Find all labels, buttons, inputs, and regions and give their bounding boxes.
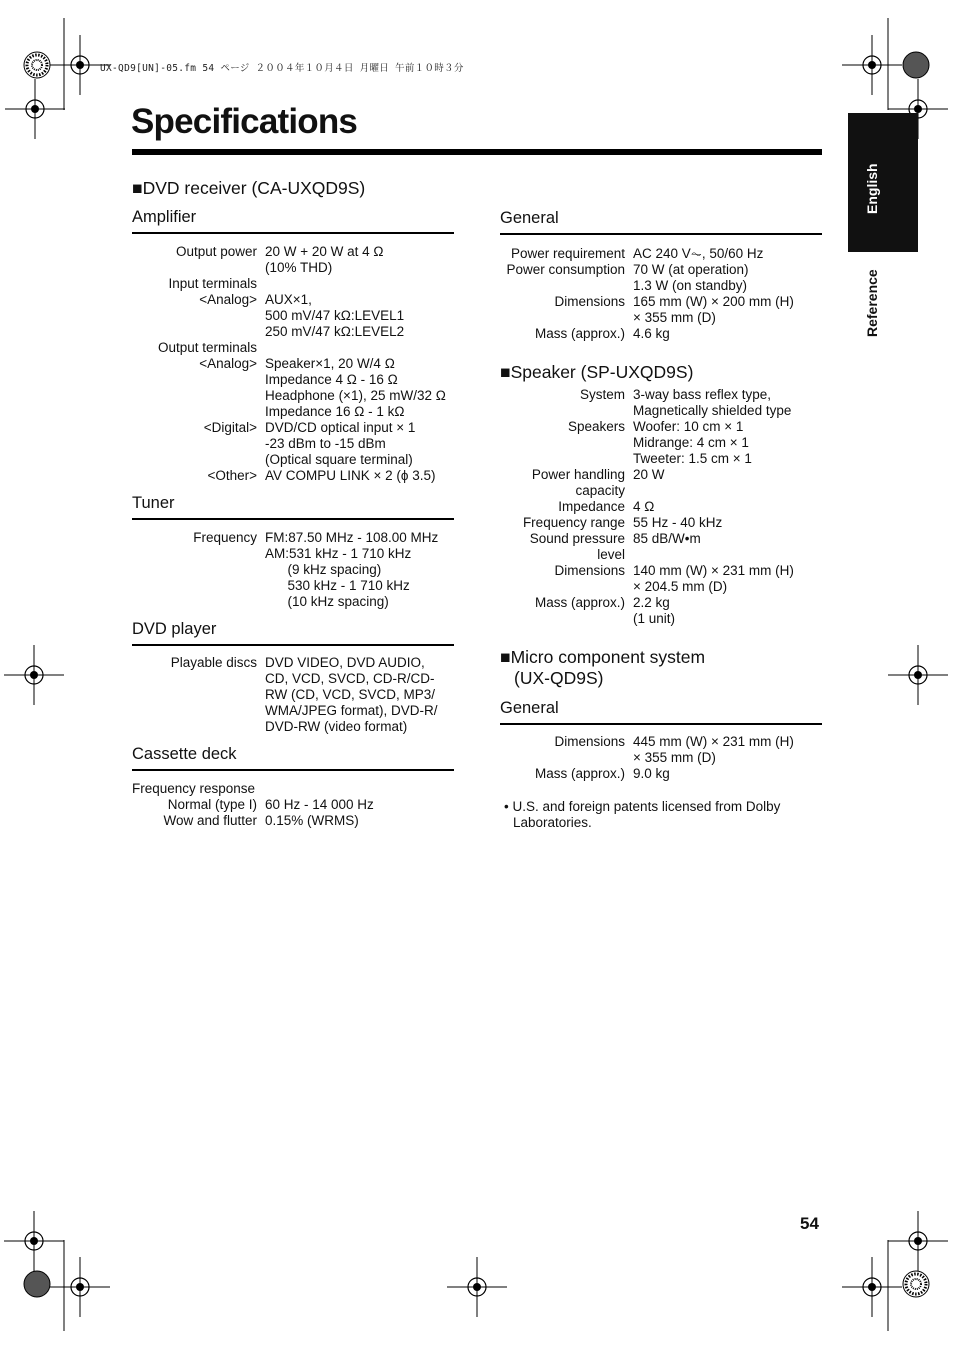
spec-value: 9.0 kg [633,766,670,781]
spec-label: Sound pressure [529,531,625,546]
spec-value: 3-way bass reflex type, [633,387,772,402]
crosshair-mark [842,35,902,95]
spec-label: Dimensions [554,294,625,309]
spec-value: AV COMPU LINK × 2 (ϕ 3.5) [265,468,436,483]
spec-label: level [597,547,625,562]
spec-label: Dimensions [554,563,625,578]
crosshair-mark [4,1211,64,1271]
dolby-note-line1: • U.S. and foreign patents licensed from Dolby [504,799,781,814]
spec-value: (9 kHz spacing) [265,562,382,577]
title-rule [132,149,822,155]
section-title-micro-system: ■Micro component system [500,647,706,667]
crosshair-mark [888,1211,948,1271]
spec-value: 55 Hz - 40 kHz [633,515,723,530]
spec-value: 250 mV/47 kΩ:LEVEL2 [265,324,405,339]
spec-value: AC 240 V⏦, 50/60 Hz [633,246,764,261]
spec-value: 4.6 kg [633,326,670,341]
rule [132,232,454,234]
section-title-micro-model: (UX-QD9S) [514,668,604,688]
spec-value: Impedance 4 Ω - 16 Ω [265,372,398,387]
spec-value: Woofer: 10 cm × 1 [633,419,744,434]
heading-cassette-deck: Cassette deck [132,745,237,763]
spec-value: AM:531 kHz - 1 710 kHz [265,546,412,561]
section-title-speaker: ■Speaker (SP-UXQD9S) [500,362,694,382]
spec-value: FM:87.50 MHz - 108.00 MHz [265,530,439,545]
rule [500,723,822,725]
heading-general-micro: General [500,699,559,717]
page-number: 54 [800,1214,819,1233]
heading-amplifier: Amplifier [132,208,197,226]
spec-label: Power handling [531,467,625,482]
spec-value: DVD VIDEO, DVD AUDIO, [265,655,425,670]
spec-value: (10 kHz spacing) [265,594,389,609]
spec-value: 0.15% (WRMS) [265,813,359,828]
spec-value: × 355 mm (D) [633,310,716,325]
spec-label: Dimensions [554,734,625,749]
spec-value: Speaker×1, 20 W/4 Ω [265,356,395,371]
spec-label: <Analog> [199,292,257,307]
spec-label: Output power [175,244,257,259]
spec-value: DVD-RW (video format) [265,719,408,734]
spec-value: (Optical square terminal) [265,452,413,467]
crosshair-mark [842,1257,902,1317]
spec-label: <Digital> [203,420,257,435]
spec-value: 2.2 kg [633,595,670,610]
spec-value: 4 Ω [633,499,655,514]
heading-tuner: Tuner [132,494,175,512]
spec-value: -23 dBm to -15 dBm [265,436,386,451]
spec-label: Normal (type I) [167,797,257,812]
heading-dvd-player: DVD player [132,620,217,638]
frequency-response-label: Frequency response [132,781,256,796]
spec-label: Power consumption [506,262,625,277]
spec-label: Input terminals [168,276,257,291]
spec-label: Impedance [558,499,625,514]
spec-value: 530 kHz - 1 710 kHz [265,578,410,593]
spec-value: 500 mV/47 kΩ:LEVEL1 [265,308,405,323]
spec-label: <Analog> [199,356,257,371]
spec-value: Tweeter: 1.5 cm × 1 [633,451,752,466]
spec-value: 140 mm (W) × 231 mm (H) [633,563,794,578]
rule [500,233,822,235]
spec-value: 20 W [633,467,665,482]
dolby-note-line2: Laboratories. [513,815,592,830]
rule [132,644,454,646]
crosshair-mark [888,645,948,705]
spec-value: (1 unit) [633,611,676,626]
spec-label: Mass (approx.) [534,766,625,781]
spec-value: Impedance 16 Ω - 1 kΩ [265,404,405,419]
heading-general: General [500,209,559,227]
spec-label: Mass (approx.) [534,326,625,341]
spec-label: Frequency range [522,515,625,530]
crosshair-mark [4,645,64,705]
spec-value: (10% THD) [265,260,333,275]
spec-value: 165 mm (W) × 200 mm (H) [633,294,794,309]
page-title: Specifications [131,102,358,141]
spec-label: <Other> [207,468,257,483]
spec-label: Output terminals [157,340,257,355]
spec-value: 70 W (at operation) [633,262,749,277]
crosshair-mark [447,1257,507,1317]
spec-value: WMA/JPEG format), DVD-R/ [265,703,438,718]
language-tab [848,113,918,252]
spec-value: Magnetically shielded type [633,403,792,418]
crosshair-mark [5,79,65,139]
spec-label: Wow and flutter [163,813,257,828]
spec-label: Power requirement [510,246,625,261]
spec-value: Midrange: 4 cm × 1 [633,435,749,450]
spec-label: Frequency [193,530,257,545]
spec-value: DVD/CD optical input × 1 [265,420,416,435]
spec-label: Speakers [567,419,625,434]
spec-value: 85 dB/W•m [633,531,701,546]
spec-value: 20 W + 20 W at 4 Ω [265,244,384,259]
spec-value: RW (CD, VCD, SVCD, MP3/ [265,687,436,702]
spec-label: Playable discs [170,655,257,670]
crosshair-mark [50,1257,110,1317]
spec-value: Headphone (×1), 25 mW/32 Ω [265,388,446,403]
spec-value: × 355 mm (D) [633,750,716,765]
spec-value: 1.3 W (on standby) [633,278,748,293]
section-title-dvd-receiver: ■DVD receiver (CA-UXQD9S) [132,178,366,198]
spec-value: 60 Hz - 14 000 Hz [265,797,374,812]
spec-value: 445 mm (W) × 231 mm (H) [633,734,794,749]
rosette-mark [903,1271,929,1297]
spec-value: CD, VCD, SVCD, CD-R/CD- [265,671,435,686]
dot-mark [903,52,929,78]
spec-label: System [579,387,625,402]
dot-mark [24,1271,50,1297]
file-header-line: UX-QD9[UN]-05.fm 54 ページ ２００４年１０月４日 月曜日 午前１０時３分 [100,63,464,74]
reference-label: Reference [864,269,880,337]
spec-label: Mass (approx.) [534,595,625,610]
spec-value: AUX×1, [265,292,312,307]
rosette-mark [24,52,50,78]
spec-value: × 204.5 mm (D) [633,579,728,594]
spec-label: capacity [575,483,625,498]
english-label: English [864,163,880,214]
